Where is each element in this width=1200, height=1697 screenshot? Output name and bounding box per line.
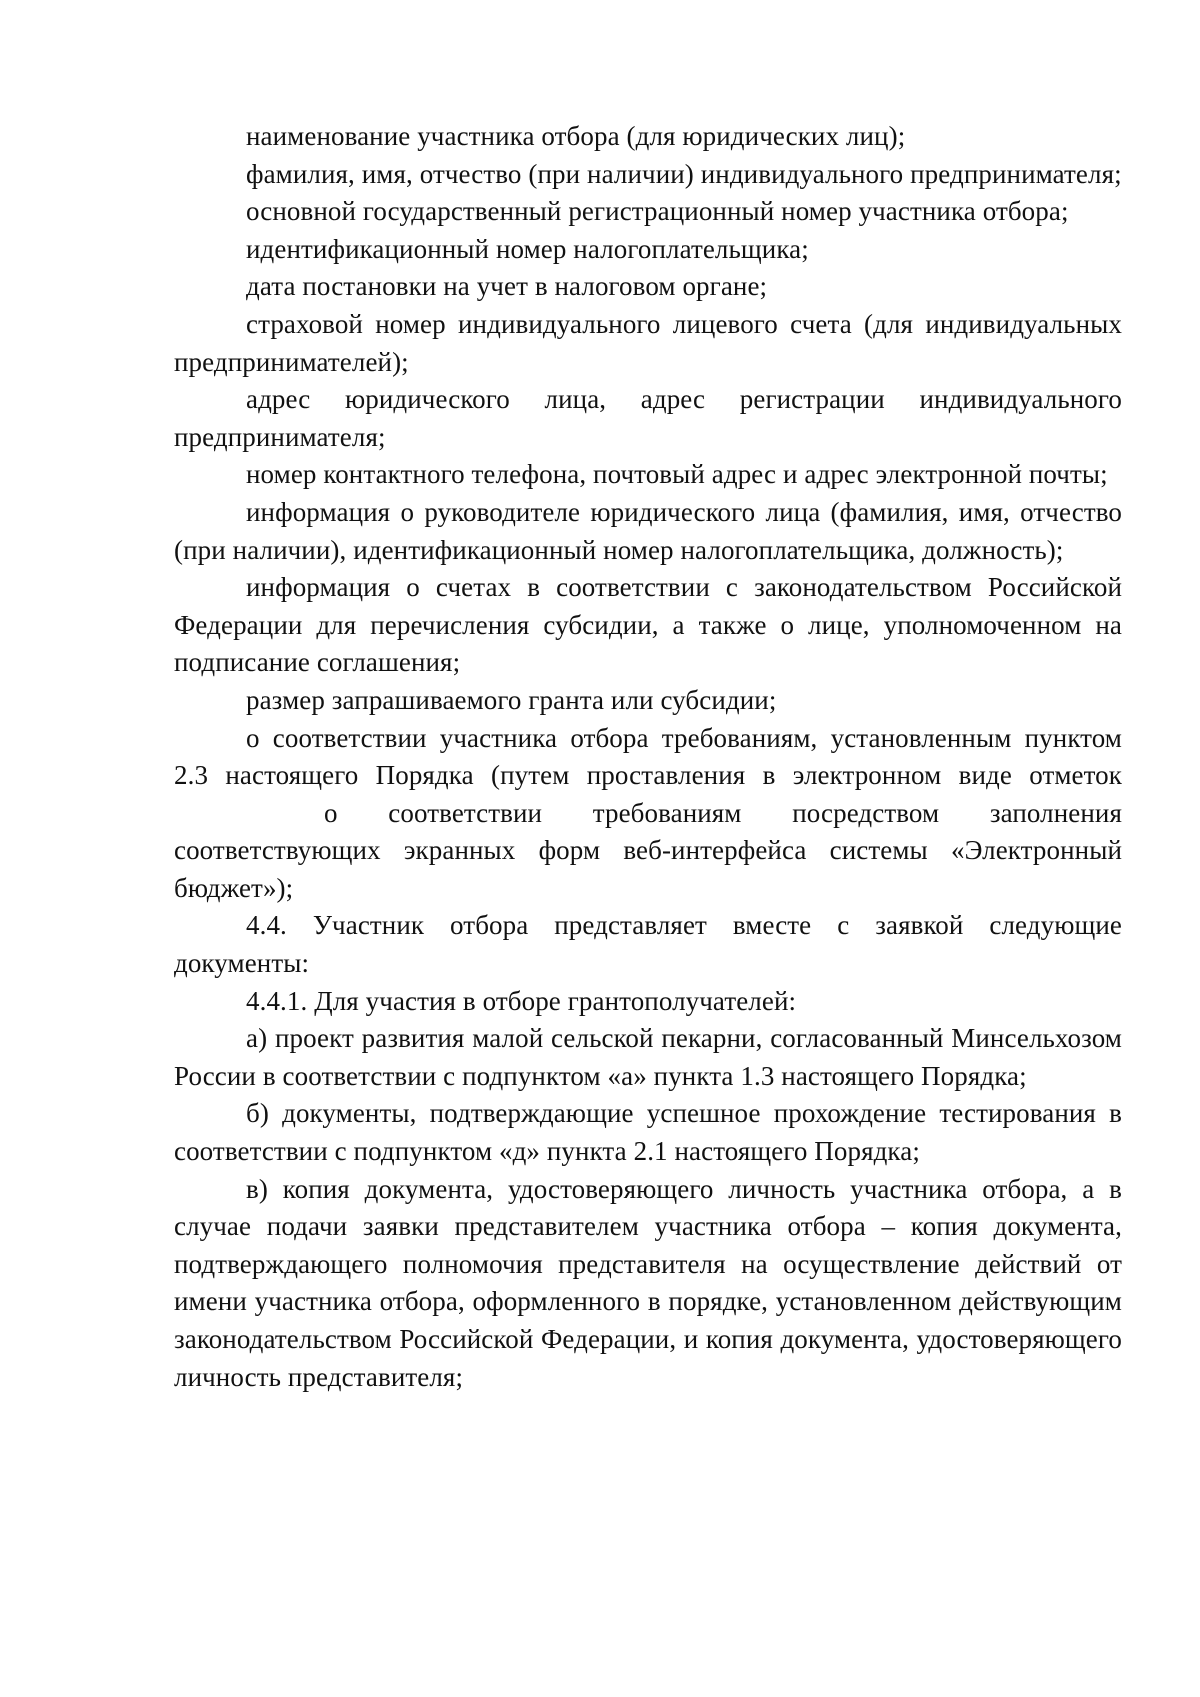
paragraph-name: наименование участника отбора (для юридических лиц);: [246, 121, 906, 151]
paragraph-grant-amount: размер запрашиваемого гранта или субсидии;: [246, 684, 777, 715]
paragraph-compliance: [174, 720, 1122, 908]
paragraph-head-info: информация о руководителе юридического лица (фамилия, имя, отчество (при наличии), идентификационный номер налогоплательщика, должность);: [174, 496, 1122, 565]
paragraph-inn: идентификационный номер налогоплательщика;: [246, 233, 809, 264]
paragraph-item-b: б) документы, подтверждающие успешное прохождение тестирования в соответствии с подпунктом «д» пункта 2.1 настоящего Порядка;: [174, 1098, 1122, 1167]
paragraph-ogrn: основной государственный регистрационный номер участника отбора;: [246, 196, 1069, 227]
paragraph-compliance-part1: о соответствии участника отбора требованиям, установленным пунктом 2.3 настоящего Порядка (путем проставления в электронном виде отметок: [174, 722, 1122, 791]
paragraph-snils: страховой номер индивидуального лицевого счета (для индивидуальных предпринимателей);: [174, 308, 1122, 377]
paragraph-4-4: 4.4. Участник отбора представляет вместе с заявкой следующие документы:: [174, 910, 1122, 979]
paragraph-fio: фамилия, имя, отчество (при наличии) индивидуального предпринимателя;: [246, 158, 1122, 189]
paragraph-4-4-1: 4.4.1. Для участия в отборе грантополучателей:: [246, 985, 797, 1016]
paragraph-contacts: номер контактного телефона, почтовый адрес и адрес электронной почты;: [246, 459, 1108, 490]
paragraph-address: адрес юридического лица, адрес регистрации индивидуального предпринимателя;: [174, 384, 1122, 452]
paragraph-item-v: в) копия документа, удостоверяющего личность участника отбора, а в случае подачи заявки представителем участника отбора – копия документа, подтверждающего полномочия представителя на осуществление действий от имени участника отбора, оформленного в порядке, установленном действующим законодательством Российской Федерации, и копия документа, удостоверяющего личность представителя;: [174, 1173, 1122, 1392]
document-page: [174, 118, 1122, 1396]
paragraph-accounts: информация о счетах в соответствии с законодательством Российской Федерации для перечисления субсидии, а также о лице, уполномоченном на подписание соглашения;: [174, 572, 1122, 678]
paragraph-compliance-part2: о соответствии требованиям посредством заполнения соответствующих экранных форм веб-интерфейса системы «Электронный бюджет»);: [174, 797, 1122, 903]
paragraph-item-a: а) проект развития малой сельской пекарни, согласованный Минсельхозом России в соответствии с подпунктом «а» пункта 1.3 настоящего Порядка;: [174, 1023, 1122, 1091]
paragraph-tax-registration-date: дата постановки на учет в налоговом органе;: [246, 271, 768, 302]
